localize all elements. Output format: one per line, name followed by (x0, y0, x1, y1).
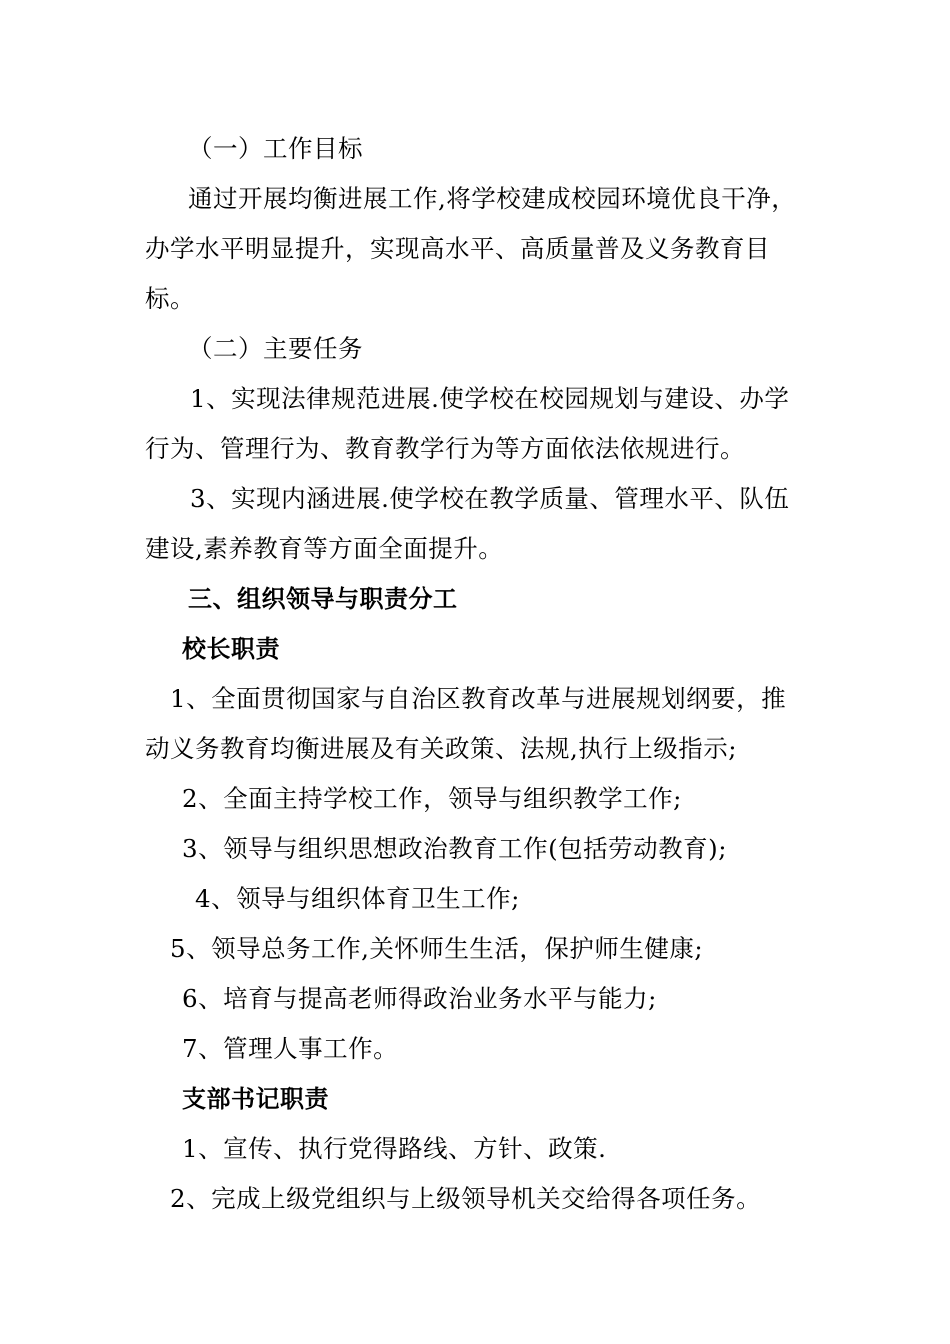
secretary-item-2: 2、完成上级党组织与上级领导机关交给得各项任务。 (170, 1184, 762, 1213)
goal-paragraph-line-2: 办学水平明显提升，实现高水平、高质量普及义务教育目 (145, 234, 770, 263)
principal-item-6: 6、培育与提高老师得政治业务水平与能力; (182, 984, 657, 1013)
goal-paragraph-line-3: 标。 (145, 284, 195, 313)
task-3-line-2: 建设,素养教育等方面全面提升。 (145, 534, 504, 563)
section-3-heading: 三、组织领导与职责分工 (188, 585, 458, 613)
goal-heading: （一）工作目标 (188, 134, 363, 163)
principal-item-1-line-1: 1、全面贯彻国家与自治区教育改革与进展规划纲要，推 (170, 684, 787, 713)
principal-item-1-line-2: 动义务教育均衡进展及有关政策、法规,执行上级指示; (145, 734, 738, 763)
principal-item-3: 3、领导与组织思想政治教育工作(包括劳动教育); (182, 834, 727, 863)
task-1-line-2: 行为、管理行为、教育教学行为等方面依法依规进行。 (145, 434, 745, 463)
principal-item-7: 7、管理人事工作。 (182, 1034, 399, 1063)
principal-duties-heading: 校长职责 (182, 635, 280, 663)
secretary-item-1: 1、宣传、执行党得路线、方针、政策. (182, 1134, 607, 1163)
tasks-heading: （二）主要任务 (188, 334, 363, 363)
principal-item-4: 4、领导与组织体育卫生工作; (195, 884, 520, 913)
task-3-line-1: 3、实现内涵进展.使学校在教学质量、管理水平、队伍 (190, 484, 790, 513)
task-1-line-1: 1、实现法律规范进展.使学校在校园规划与建设、办学 (190, 384, 790, 413)
principal-item-2: 2、全面主持学校工作，领导与组织教学工作; (182, 784, 682, 813)
goal-paragraph-line-1: 通过开展均衡进展工作,将学校建成校园环境优良干净， (188, 184, 797, 213)
principal-item-5: 5、领导总务工作,关怀师生生活，保护师生健康; (170, 934, 704, 963)
secretary-duties-heading: 支部书记职责 (182, 1085, 329, 1113)
